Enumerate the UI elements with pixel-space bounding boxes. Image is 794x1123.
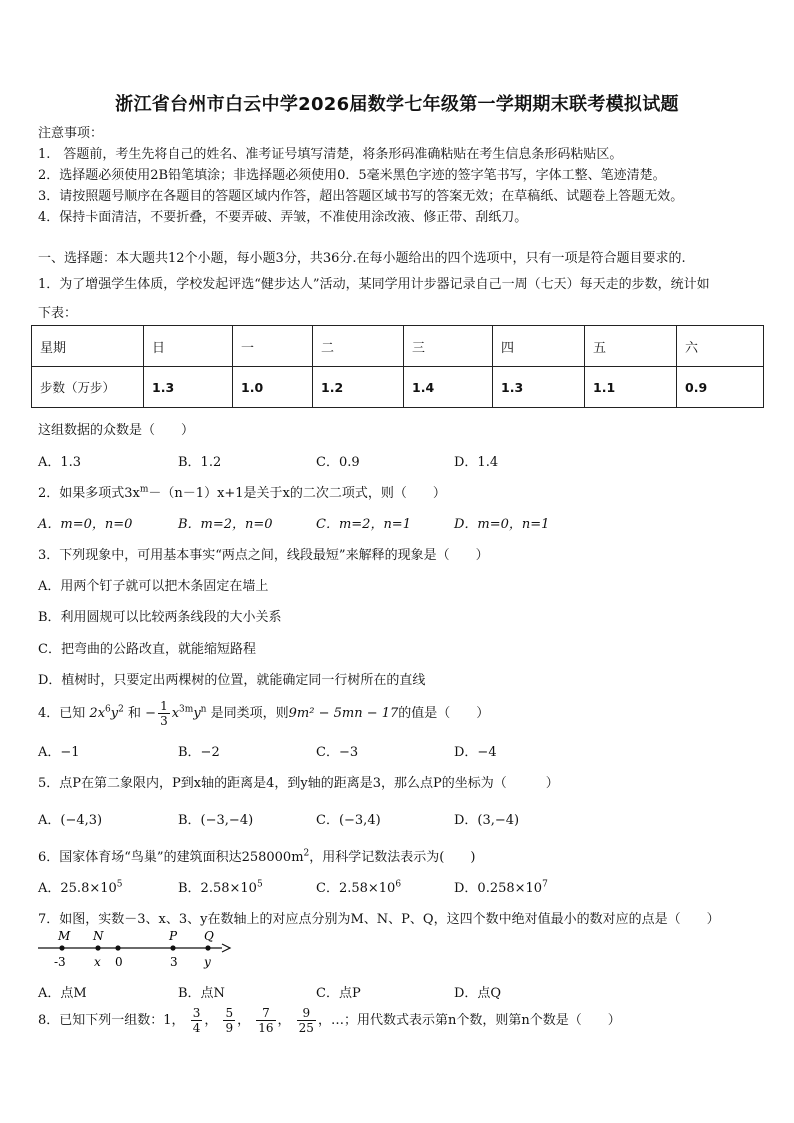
notice-heading: 注意事项： [38,126,104,141]
fraction-numerator: 3 [192,1006,201,1020]
q6-exponent: 2 [303,848,310,859]
option-b: B．−2 [178,745,220,760]
q6-text: ，用科学记数法表示为( ) [309,850,476,865]
table-cell: 1.2 [313,367,404,408]
label-p: P [169,929,178,943]
option-c: C．0.9 [316,455,360,470]
q8-text: ，…；用代数式表示第n个数，则第n个数是（ ） [317,1013,621,1028]
option-d: D．m=0，n=1 [454,517,550,532]
notice-item: 2．选择题必须使用2B铅笔填涂；非选择题必须使用0．5毫米黑色字迹的签字笔书写，字体工整、笔迹清楚。 [38,168,666,183]
point-n [95,945,100,950]
q4-exponent: 3m [179,704,194,715]
option-exponent: 7 [542,879,548,890]
option-b: B．(−3,−4) [178,813,254,828]
option-a: A．用两个钉子就可以把木条固定在墙上 [38,579,269,594]
table-row [32,367,764,408]
fraction [158,699,170,728]
option-base: B．2.58×10 [178,881,257,896]
q8-stem: 8．已知下列一组数：1， $\frac{3}{4}$ ， $\frac{5}{9}$ ， $\frac{7}{16}$ ， $\frac{9}{25}$ ，…；用代数式表示第n个数，则第n个数是（ ） [38,1006,621,1035]
q4-exponent: 2 [118,704,124,715]
label-zero: 0 [115,955,123,969]
table-cell: 1.4 [404,367,493,408]
q6-text: 6．国家体育场“鸟巢”的建筑面积达258000m [38,850,304,865]
option-exponent: 6 [395,879,402,890]
q2-exponent: m [139,484,149,495]
q4-stem [38,699,489,728]
option-a: A．m=0，n=0 [38,517,133,532]
option-exponent: 5 [256,879,263,890]
option-base: C．2.58×10 [316,881,396,896]
point-q [205,945,210,950]
q4-text: 和 [128,706,142,721]
q4-minus: − [145,706,157,721]
q4-exponent: n [200,704,207,715]
steps-table [31,325,764,408]
table-cell: 星期 [32,326,144,367]
q4-term: y [193,706,201,721]
q4-term: 2x [89,706,106,721]
table-cell: 1.0 [233,367,313,408]
fraction [297,1006,316,1035]
q1-question: 这组数据的众数是（ ） [38,423,195,438]
table-cell: 四 [493,326,585,367]
q5-stem: 5．点P在第二象限内，P到x轴的距离是4，到y轴的距离是3，那么点P的坐标为（ ） [38,776,559,791]
option-d: D．点Q [454,986,502,1001]
q4-text: 是同类项，则 [210,706,289,721]
q4-text: 4．已知 [38,706,86,721]
table-cell: 三 [404,326,493,367]
q4-exponent: 6 [105,704,111,715]
option-base: D．0.258×10 [454,881,543,896]
point-m [59,945,64,950]
number-line [36,928,236,972]
option-b: B．1.2 [178,455,222,470]
option-b: B．点N [178,986,225,1001]
page-title: 浙江省台州市白云中学2026届数学七年级第一学期期末联考模拟试题 [115,94,679,115]
option-c: C．−3 [316,745,359,760]
fraction-numerator: 1 [160,699,168,713]
option-d: D．植树时，只要定出两棵树的位置，就能确定同一行树所在的直线 [38,673,426,688]
q4-text: 的值是（ ） [398,706,490,721]
q4-term: x [171,706,180,721]
option-c: C．m=2，n=1 [316,517,411,532]
q7-stem: 7．如图，实数－3、x、3、y在数轴上的对应点分别为M、N、P、Q，这四个数中绝对值最小的数对应的点是（ ） [38,912,720,927]
fraction-denominator: 4 [192,1021,201,1035]
fraction-numerator: 9 [297,1006,316,1021]
option-a: A．点M [38,986,87,1001]
fraction-denominator: 25 [298,1021,314,1035]
table-cell: 二 [313,326,404,367]
option-b: B．利用圆规可以比较两条线段的大小关系 [38,610,282,625]
q4-expression: 9m² − 5mn − 17 [288,706,399,721]
table-cell: 1.3 [493,367,585,408]
label-x: x [94,955,101,969]
label-neg3: -3 [54,955,66,969]
table-cell: 1.3 [144,367,233,408]
fraction-numerator: 5 [225,1006,234,1020]
fraction [256,1006,275,1035]
fraction-denominator: 9 [225,1021,234,1035]
option-a: A．(−4,3) [38,813,103,828]
fraction [191,1006,203,1035]
fraction-denominator: 16 [258,1021,274,1035]
option-d: D．1.4 [454,455,499,470]
table-cell: 五 [585,326,677,367]
option-exponent: 5 [116,879,123,890]
option-c [316,877,401,896]
table-row [32,326,764,367]
table-cell: 日 [144,326,233,367]
label-m: M [58,929,71,943]
table-cell: 步数（万步） [32,367,144,408]
option-d: D．−4 [454,745,497,760]
q6-stem [38,846,475,865]
option-base: A．25.8×10 [38,881,117,896]
fraction [223,1006,235,1035]
table-cell: 一 [233,326,313,367]
q1-stem: 1．为了增强学生体质，学校发起评选“健步达人”活动，某同学用计步器记录自己一周（七天）每天走的步数，统计如 [38,277,710,292]
q4-term: y [110,706,119,721]
table-cell: 0.9 [677,367,764,408]
label-n: N [93,929,104,943]
option-a: A．1.3 [38,455,82,470]
table-cell: 六 [677,326,764,367]
option-d: D．(3,−4) [454,813,520,828]
option-a: A．−1 [38,745,80,760]
option-d [454,877,548,896]
label-3: 3 [170,955,178,969]
option-c: C．点P [316,986,361,1001]
section-heading: 一、选择题：本大题共12个小题，每小题3分，共36分.在每小题给出的四个选项中，只有一项是符合题目要求的. [38,251,686,266]
q2-text: －（n－1）x+1是关于x的二次二项式，则（ ） [148,486,446,501]
q2-text: 2．如果多项式3x [38,486,140,501]
point-origin [115,945,120,950]
label-y: y [204,955,211,969]
table-cell: 1.1 [585,367,677,408]
q2-stem [38,482,446,501]
option-b [178,877,263,896]
notice-item: 1. 答题前，考生先将自己的姓名、准考证号填写清楚，将条形码准确粘贴在考生信息条形码粘贴区。 [38,147,623,162]
point-p [170,945,175,950]
q8-text: 8．已知下列一组数：1， [38,1013,185,1028]
q1-stem-cont: 下表： [38,306,78,321]
notice-item: 4．保持卡面清洁，不要折叠，不要弄破、弄皱，不准使用涂改液、修正带、刮纸刀。 [38,210,528,225]
option-a [38,877,123,896]
notice-item: 3．请按照题号顺序在各题目的答题区域内作答，超出答题区域书写的答案无效；在草稿纸、试题卷上答题无效。 [38,189,684,204]
fraction-numerator: 7 [256,1006,275,1021]
arrow-icon [222,944,230,952]
q3-stem: 3．下列现象中，可用基本事实“两点之间，线段最短”来解释的现象是（ ） [38,548,489,563]
fraction-denominator: 3 [160,714,168,728]
option-b: B．m=2，n=0 [178,517,273,532]
option-c: C．(−3,4) [316,813,381,828]
label-q: Q [204,929,214,943]
option-c: C．把弯曲的公路改直，就能缩短路程 [38,642,256,657]
